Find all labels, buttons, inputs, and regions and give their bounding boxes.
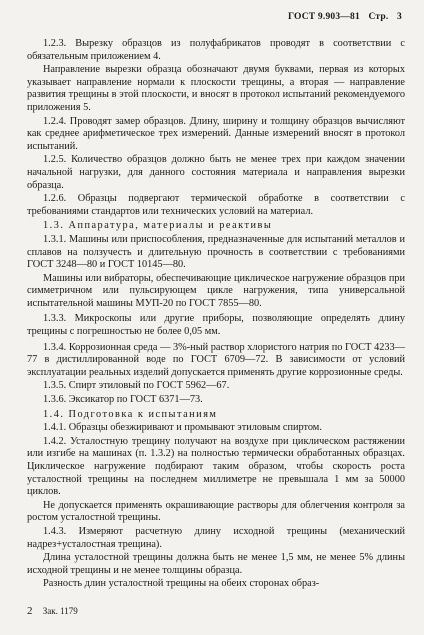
page-footer [27,605,78,617]
paragraph-direction: Направление вырезки образца обозначают двумя буквами, первая из которых указывает направление нормали к плоскости трещины, а вторая — направление развития трещины в этой плоскости, и вносят в протокол испытаний рекомендуемого приложения 5. [27,64,405,113]
section-heading-1-3: 1.3. Аппаратура, материалы и реактивы [43,220,273,232]
paragraph-1-4-3: 1.4.3. Измеряют расчетную длину исходной трещины (механический надрез+усталостная трещина). [27,525,405,550]
paragraph-1-2-6: 1.2.6. Образцы подвергают термической обработке в соответствии с требованиями стандартов или технических условий на материал. [27,193,405,217]
paragraph-machines: Машины или вибраторы, обеспечивающие циклическое нагружение образцов при симметричном или пульсирующем цикле нагружения, типа универсальной испытательной машины МУП-20 по ГОСТ 7855—80. [27,272,405,309]
paragraph-difference: Разность длин усталостной трещины на обеих сторонах образ- [43,578,320,590]
paragraph-1-2-4: 1.2.4. Проводят замер образцов. Длину, ширину и толщину образцов вычисляют как среднее арифметическое трех измерений. Данные измерений вносят в протокол испытаний. [27,115,405,152]
header-page-number: 3 [397,12,402,22]
paragraph-1-4-2: 1.4.2. Усталостную трещину получают на воздухе при циклическом растяжении или изгибе на машинах (п. 1.3.2) на полностью термически обработанных образцах. Циклическое нагружение подбирают таким образом, чтобы скорость роста усталостной трещины на последнем миллиметре не превышала 1 мм за 50000 циклов. [27,435,405,498]
page-label: Стр. [368,12,389,22]
paragraph-1-2-3: 1.2.3. Вырезку образцов из полуфабрикатов проводят в соответствии с обязательным приложением 4. [27,38,405,62]
paragraph-1-2-5: 1.2.5. Количество образцов должно быть не менее трех при каждом значении начальной нагрузки, для данного состояния материала и направления вырезки образца. [27,154,405,191]
paragraph-1-3-6: 1.3.6. Эксикатор по ГОСТ 6371—73. [43,394,203,406]
paragraph-1-3-5: 1.3.5. Спирт этиловый по ГОСТ 5962—67. [43,380,230,392]
paragraph-1-3-3: 1.3.3. Микроскопы или другие приборы, позволяющие определять длину трещины с погрешностью не более 0,05 мм. [27,313,405,338]
paragraph-no-stain: Не допускается применять окрашивающие растворы для облегчения контроля за ростом усталостной трещины. [27,499,405,524]
footer-page-number: 2 [27,605,33,617]
paragraph-crack-length: Длина усталостной трещины должна быть не менее 1,5 мм, не менее 5% длины исходной трещины и не менее толщины образца. [27,552,405,576]
paragraph-1-4-1: 1.4.1. Образцы обезжиривают и промывают этиловым спиртом. [43,422,322,434]
page-header [282,12,402,22]
paragraph-1-3-1: 1.3.1. Машины или приспособления, предназначенные для испытаний металлов и сплавов на ползучесть и длительную прочность в соответствии с требованиями ГОСТ 3248—80 и ГОСТ 10145—80. [27,233,405,271]
document-body [27,38,405,592]
order-number: Зак. 1179 [42,606,78,616]
section-heading-1-4: 1.4. Подготовка к испытаниям [43,408,218,420]
standard-number: ГОСТ 9.903—81 [288,12,360,22]
paragraph-1-3-4: 1.3.4. Коррозионная среда — 3%-ный раствор хлористого натрия по ГОСТ 4233—77 в дистиллированной воде по ГОСТ 6709—72. В зависимости от условий эксплуатации реальных изделий допускается применять другие коррозионные среды. [27,341,405,378]
